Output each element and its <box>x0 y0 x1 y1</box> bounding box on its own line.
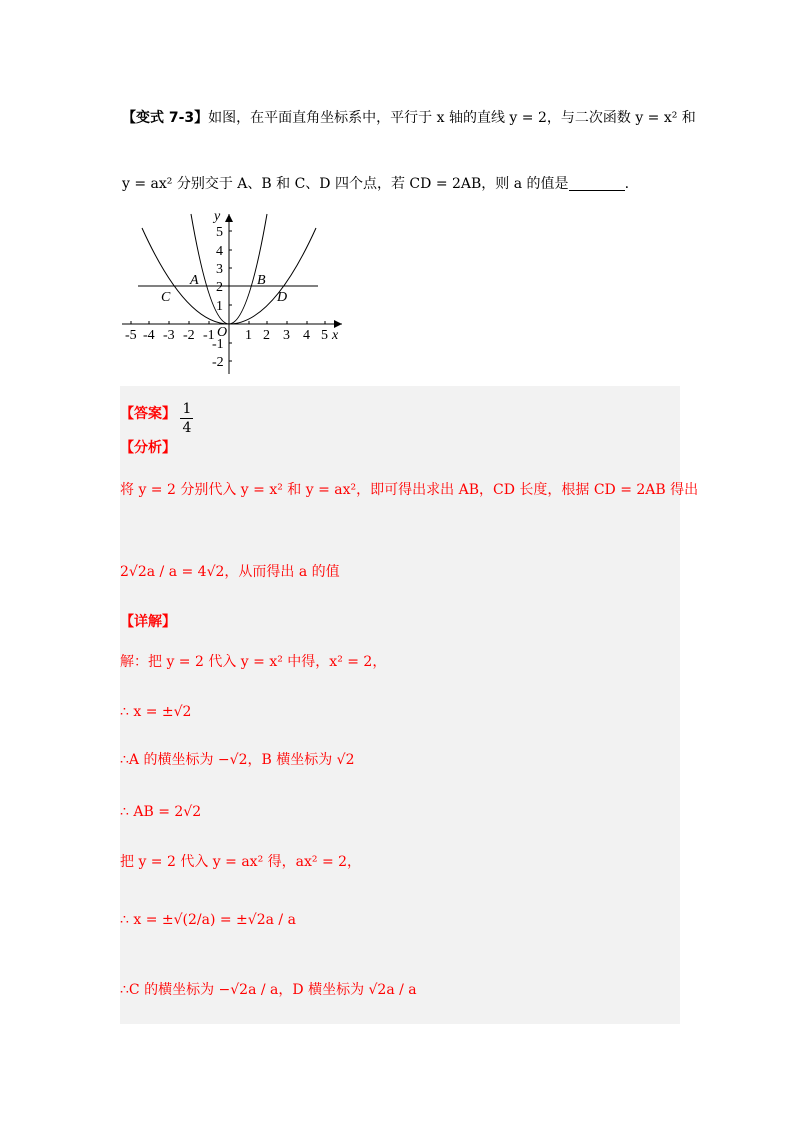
x-axis-arrow-icon <box>334 320 342 328</box>
point-label-d: D <box>277 290 288 305</box>
detail-step-1: 解：把 y = 2 代入 y = x² 中得，x² = 2， <box>120 654 387 670</box>
y-tick-label: 5 <box>216 225 223 240</box>
origin-label: O <box>217 325 228 340</box>
x-tick-label: -2 <box>183 328 195 343</box>
y-tick-label: -1 <box>212 337 224 352</box>
point-label-a: A <box>190 273 199 288</box>
detail-step-5: 把 y = 2 代入 y = ax² 得，ax² = 2， <box>120 854 362 870</box>
y-tick-label: 3 <box>216 262 223 277</box>
analysis-heading: 【分析】 <box>120 440 176 456</box>
parabola-graph <box>118 208 348 378</box>
answer-numerator: 1 <box>182 401 192 417</box>
question-label: 【变式 7-3】 <box>122 110 209 126</box>
x-tick-label: 4 <box>303 328 310 343</box>
y-tick-label: 1 <box>216 299 223 314</box>
question-line-1 <box>122 108 696 128</box>
detail-step-7: ∴C 的横坐标为 −√2a / a，D 横坐标为 √2a / a <box>120 982 417 998</box>
question-line-2: y = ax² 分别交于 A、B 和 C、D 四个点，若 CD = 2AB，则 a 的值是 . <box>122 176 630 192</box>
x-tick-label: 1 <box>245 328 252 343</box>
question-line1-text: 如图，在平面直角坐标系中，平行于 x 轴的直线 y = 2，与二次函数 y = x² 和 <box>208 110 696 126</box>
detail-heading: 【详解】 <box>120 614 176 630</box>
y-axis-arrow-icon <box>225 214 233 222</box>
answer-fraction <box>180 400 193 437</box>
detail-step-6: ∴ x = ±√(2/a) = ±√2a / a <box>120 912 296 928</box>
x-tick-label: -3 <box>163 328 175 343</box>
analysis-result: 2√2a / a = 4√2，从而得出 a 的值 <box>120 564 340 580</box>
answer-heading: 【答案】 <box>120 406 176 422</box>
answer-row <box>120 400 193 437</box>
x-tick-label: -5 <box>125 328 137 343</box>
y-tick-label: -2 <box>212 355 224 370</box>
detail-step-4: ∴ AB = 2√2 <box>120 804 202 820</box>
point-label-b: B <box>257 273 266 288</box>
y-tick-label: 4 <box>216 244 223 259</box>
x-axis-label: x <box>332 328 339 343</box>
y-tick-labels <box>212 225 224 370</box>
answer-denominator: 4 <box>182 420 192 436</box>
question-line2-text: y = ax² 分别交于 A、B 和 C、D 四个点，若 CD = 2AB，则 a 的值是 <box>122 176 569 192</box>
x-tick-label: -1 <box>203 328 215 343</box>
answer-blank <box>569 176 625 191</box>
x-tick-label: 5 <box>321 328 328 343</box>
y-axis-label: y <box>214 209 221 224</box>
x-tick-label: 3 <box>283 328 290 343</box>
x-tick-label: 2 <box>263 328 270 343</box>
detail-step-2: ∴ x = ±√2 <box>120 704 192 720</box>
analysis-text: 将 y = 2 分别代入 y = x² 和 y = ax²，即可得出求出 AB，CD 长度，根据 CD = 2AB 得出 <box>120 482 699 498</box>
detail-step-3: ∴A 的横坐标为 −√2，B 横坐标为 √2 <box>120 752 355 768</box>
y-tick-label: 2 <box>216 280 223 295</box>
solution-panel <box>120 386 699 1024</box>
x-tick-label: -4 <box>143 328 155 343</box>
point-label-c: C <box>161 290 171 305</box>
